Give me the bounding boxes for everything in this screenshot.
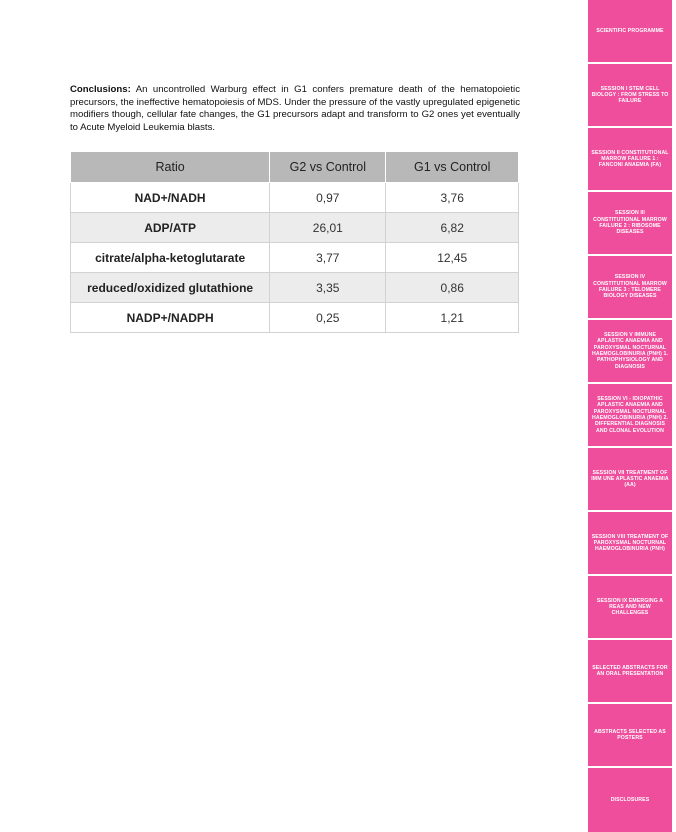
conclusion-text: An uncontrolled Warburg effect in G1 confers premature death of the hematopoietic precursors, the ineffective hematopoiesis of MDS. Under the pressure of the vastly upregulated epigenetic modifiers though, cellular fate changes, the G1 precursors adapt and transform to G2 ones yet eventually to Acute Myeloid Leukemia blasts. <box>70 84 520 133</box>
nav-session-6[interactable]: SESSION VI - IDIOPATHIC APLASTIC ANAEMIA AND PAROXYSMAL NOCTURNAL HAEMOGLOBINURIA (PNH) 2. DIFFERENTIAL DIAGNOSIS AND CLONAL EVOLUTION <box>588 384 672 446</box>
g1-value: 0,86 <box>386 273 519 303</box>
g2-value: 3,77 <box>270 243 386 273</box>
table-row <box>71 303 519 333</box>
nav-scientific-programme[interactable]: SCIENTIFIC PROGRAMME <box>588 0 672 62</box>
g2-value: 3,35 <box>270 273 386 303</box>
nav-disclosures[interactable]: DISCLOSURES <box>588 768 672 832</box>
conclusion-paragraph <box>70 84 520 134</box>
header-g1-vs-control: G1 vs Control <box>386 152 519 183</box>
nav-session-9[interactable]: SESSION IX EMERGING A REAS AND NEW CHALLENGES <box>588 576 672 638</box>
main-content <box>70 84 520 333</box>
ratio-name: NADP+/NADPH <box>71 303 270 333</box>
ratio-name: NAD+/NADH <box>71 183 270 213</box>
session-navigation-sidebar <box>588 0 672 832</box>
nav-session-1[interactable]: SESSION I STEM CELL BIOLOGY : FROM STRESS TO FAILURE <box>588 64 672 126</box>
g2-value: 0,25 <box>270 303 386 333</box>
nav-session-8[interactable]: SESSION VIII TREATMENT OF PAROXYSMAL NOCTURNAL HAEMOGLOBINURIA (PNH) <box>588 512 672 574</box>
ratio-name: ADP/ATP <box>71 213 270 243</box>
ratio-name: reduced/oxidized glutathione <box>71 273 270 303</box>
header-ratio: Ratio <box>71 152 270 183</box>
g2-value: 0,97 <box>270 183 386 213</box>
g2-value: 26,01 <box>270 213 386 243</box>
g1-value: 12,45 <box>386 243 519 273</box>
ratio-name: citrate/alpha-ketoglutarate <box>71 243 270 273</box>
table-row <box>71 243 519 273</box>
nav-session-2[interactable]: SESSION II CONSTITUTIONAL MARROW FAILURE 1 : FANCONI ANAEMIA (FA) <box>588 128 672 190</box>
table-header-row <box>71 152 519 183</box>
nav-session-3[interactable]: SESSION III CONSTITUTIONAL MARROW FAILURE 2 : RIBOSOME DISEASES <box>588 192 672 254</box>
nav-session-7[interactable]: SESSION VII TREATMENT OF IMM UNE APLASTIC ANAEMIA (AA) <box>588 448 672 510</box>
header-g2-vs-control: G2 vs Control <box>270 152 386 183</box>
table-row <box>71 213 519 243</box>
nav-session-5[interactable]: SESSION V IMMUNE APLASTIC ANAEMIA AND PAROXYSMAL NOCTURNAL HAEMOGLOBINURIA (PNH) 1. PATHOPHYSIOLOGY AND DIAGNOSIS <box>588 320 672 382</box>
nav-selected-abstracts-oral[interactable]: SELECTED ABSTRACTS FOR AN ORAL PRESENTATION <box>588 640 672 702</box>
g1-value: 1,21 <box>386 303 519 333</box>
nav-session-4[interactable]: SESSION IV CONSTITUTIONAL MARROW FAILURE 3 : TELOMERE BIOLOGY DISEASES <box>588 256 672 318</box>
ratio-table <box>70 151 519 333</box>
nav-abstracts-posters[interactable]: ABSTRACTS SELECTED AS POSTERS <box>588 704 672 766</box>
table-row <box>71 183 519 213</box>
g1-value: 6,82 <box>386 213 519 243</box>
g1-value: 3,76 <box>386 183 519 213</box>
conclusion-label: Conclusions: <box>70 84 131 95</box>
table-row <box>71 273 519 303</box>
